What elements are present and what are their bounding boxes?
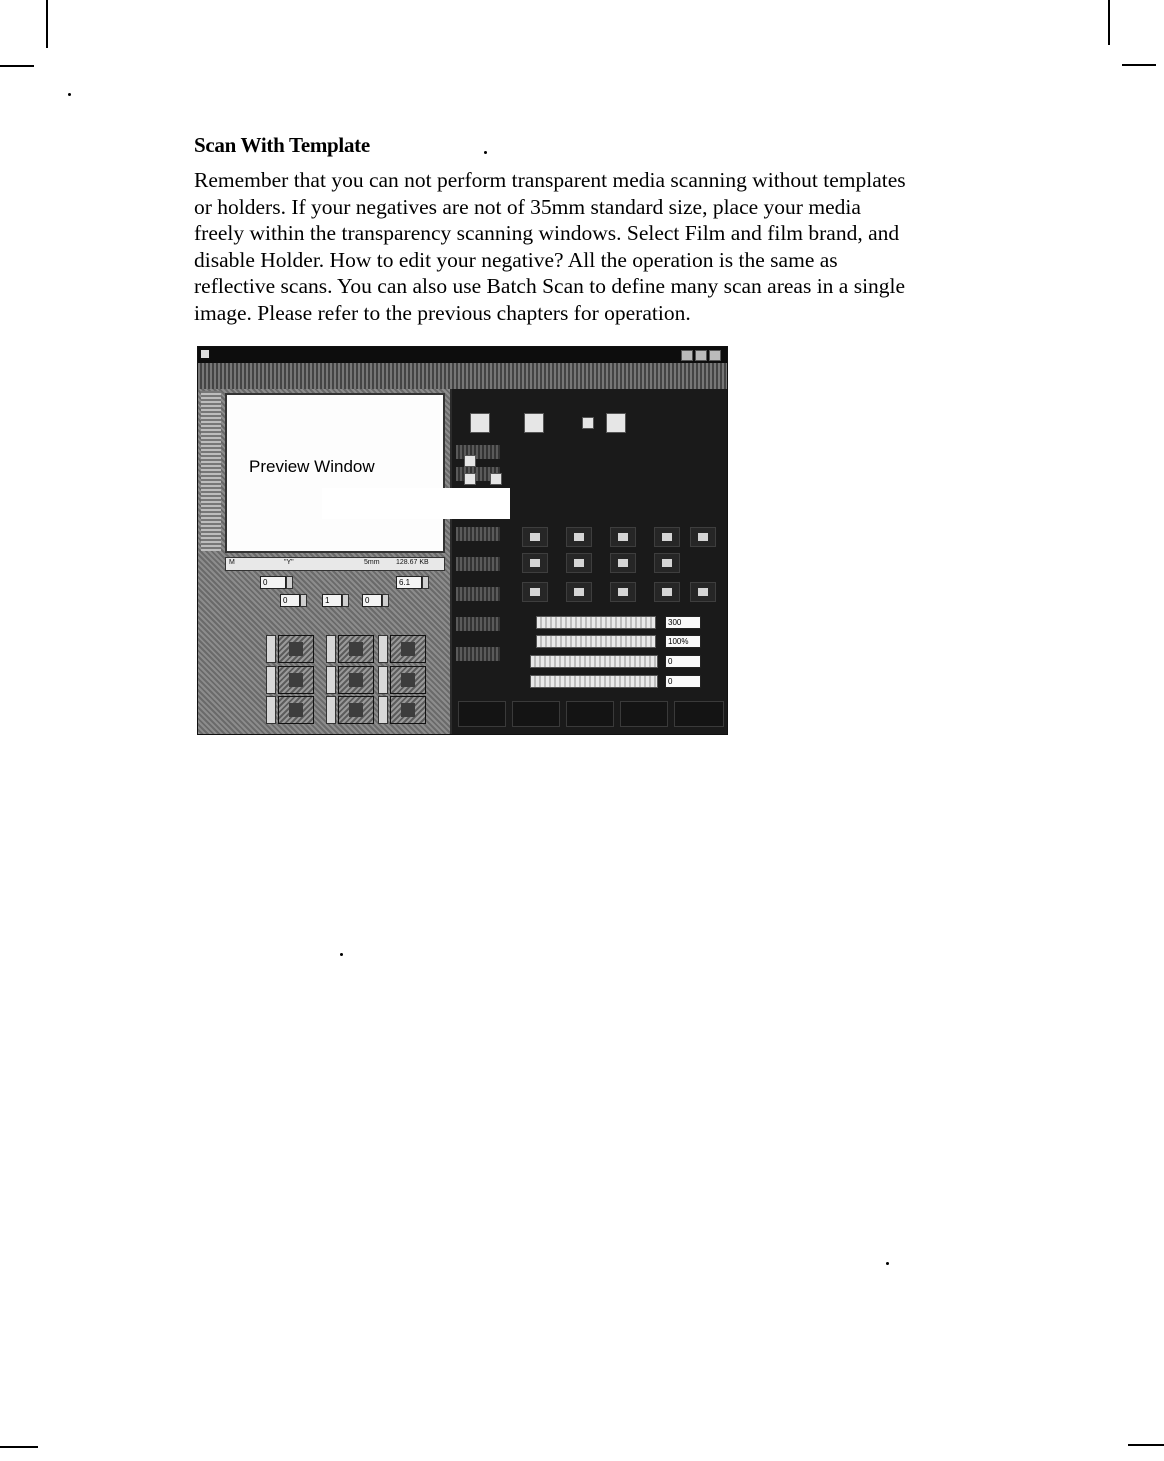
spin-control [342,594,349,607]
media-selector-display [322,488,510,519]
crop-mark-top-right-vertical [1108,0,1110,45]
template-selector [378,666,388,694]
option-row [456,617,500,631]
resolution-value: 300 [665,616,701,629]
scale-slider [536,635,656,648]
tool-button [566,527,592,547]
crop-mark-top-left-vertical [46,0,48,48]
option-row [456,557,500,571]
brightness-slider [530,655,658,668]
resolution-slider [536,616,656,629]
preview-window [225,393,445,553]
minimize-icon [681,350,693,361]
tool-button [610,527,636,547]
spin-control [382,594,389,607]
settings-icon [582,417,594,429]
paragraph-line: Remember that you can not perform transparent media scanning without templates [194,168,906,192]
option-row [456,647,500,661]
option-row [456,587,500,601]
contrast-value: 0 [665,675,701,688]
spin-control [286,576,293,589]
menu-bar [198,363,727,389]
scan-mode-icon [470,413,490,433]
template-selector [326,635,336,663]
title-bar [198,347,727,363]
crop-mark-top-left-horizontal [0,65,34,67]
template-selector [326,666,336,694]
maximize-icon [695,350,707,361]
size-field: 0 [260,576,286,589]
paragraph-line: or holders. If your negatives are not of 35mm standard size, place your media [194,194,861,219]
bottom-button [458,701,506,727]
scan-speck [340,953,343,956]
template-selector [266,635,276,663]
tool-button [610,553,636,573]
template-frame [390,696,426,724]
preview-window-label: Preview Window [249,457,375,476]
spin-control [300,594,307,607]
tool-button [654,582,680,602]
bottom-button [620,701,668,727]
contrast-slider [530,675,658,688]
tool-button [566,553,592,573]
template-selector [378,696,388,724]
tool-button [522,527,548,547]
template-frame [338,666,374,694]
status-mid: "Y" [284,559,294,566]
scan-speck [886,1262,889,1265]
body-paragraph [194,167,974,326]
crop-mark-bottom-right-horizontal [1128,1444,1164,1446]
close-icon [709,350,721,361]
template-selector [266,666,276,694]
bottom-button [512,701,560,727]
tool-button [610,582,636,602]
brightness-value: 0 [665,655,701,668]
image-type-icon [524,413,544,433]
template-selector [326,696,336,724]
bottom-button [674,701,724,727]
spin-control [422,576,429,589]
crop-mark-top-right-horizontal [1122,64,1156,66]
option-row [456,527,500,541]
paragraph-line: reflective scans. You can also use Batch Scan to define many scan areas in a single [194,274,906,298]
paragraph-line: disable Holder. How to edit your negative? All the operation is the same as [194,247,838,272]
option-icon [464,455,476,467]
tool-button [690,527,716,547]
template-frame [278,635,314,663]
tool-button [654,553,680,573]
template-selector [266,696,276,724]
status-size: 128.67 KB [396,559,429,566]
option-row [456,445,500,459]
template-frame [278,696,314,724]
crop-mark-bottom-left-horizontal [0,1446,38,1448]
paragraph-line: freely within the transparency scanning windows. Select Film and film brand, and [194,221,900,245]
tool-button [522,553,548,573]
scale-field: 6.1 [396,576,422,589]
system-menu-icon [201,350,209,358]
section-heading: Scan With Template [194,133,370,157]
bottom-button [566,701,614,727]
tool-button [522,582,548,602]
template-frame [338,696,374,724]
paragraph-line: image. Please refer to the previous chapters for operation. [194,300,691,325]
count-field: 1 [322,594,342,607]
scan-speck [484,151,487,154]
tool-button [566,582,592,602]
template-frame [390,666,426,694]
tool-button [690,582,716,602]
offset-field: 0 [280,594,300,607]
template-frame [278,666,314,694]
scan-speck [68,93,71,96]
status-unit: 5mm [364,559,380,566]
template-frame [390,635,426,663]
left-toolbar [201,391,221,551]
tool-button [654,527,680,547]
output-icon [606,413,626,433]
template-frame [338,635,374,663]
scale-value: 100% [665,635,701,648]
option-icon [490,473,502,485]
option-icon [464,473,476,485]
status-bar [225,557,445,571]
template-selector [378,635,388,663]
margin-field: 0 [362,594,382,607]
status-left: M [229,559,235,566]
